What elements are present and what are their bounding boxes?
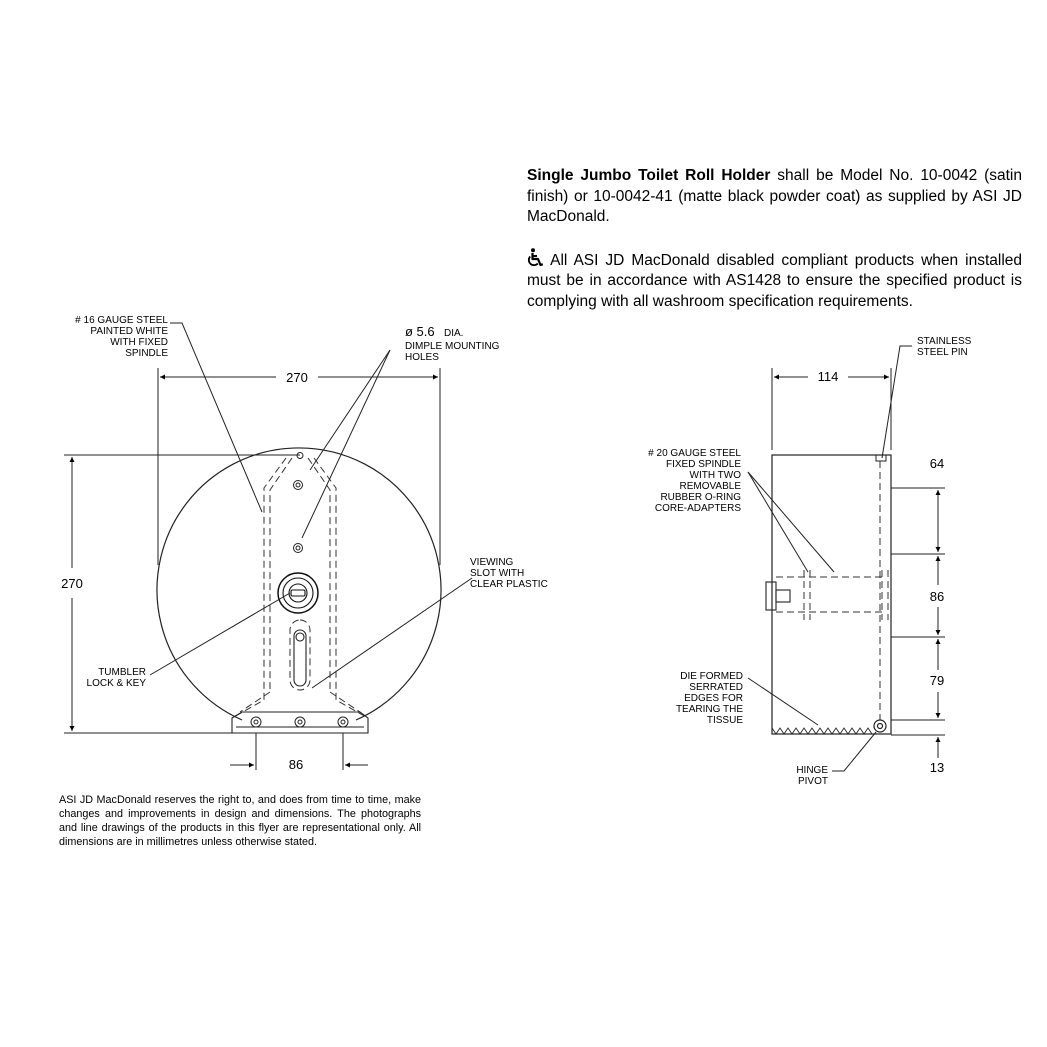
label-viewing-line-3: CLEAR PLASTIC (470, 579, 548, 590)
label-holes-diameter-unit: DIA. (444, 328, 464, 339)
dimension-height-value: 270 (61, 576, 83, 591)
dimension-13-value: 13 (929, 760, 945, 775)
label-spindle-line-3: WITH TWO (689, 470, 741, 481)
label-spindle-line-2: FIXED SPINDLE (665, 459, 741, 470)
label-hinge-line-2: PIVOT (797, 776, 828, 787)
label-mounting-holes (405, 324, 500, 363)
label-holes-line-1: DIMPLE MOUNTING (405, 341, 500, 352)
label-pin-line-1: STAINLESS (917, 336, 972, 347)
side-hidden-lines (776, 461, 888, 720)
dimension-height (64, 455, 300, 733)
front-leader-lines (150, 323, 472, 688)
side-view (648, 336, 971, 787)
product-description: shall be Model No. 10-0042 (satin finish) or 10-0042-41 (matte black powder coat) as supplied by ASI JD MacDonald. (527, 167, 1022, 225)
label-steel-line-1: # 16 GAUGE STEEL (75, 315, 168, 326)
label-steel-pin (917, 336, 972, 358)
dimension-79-value: 79 (929, 673, 945, 688)
label-edges-line-2: SERRATED (689, 682, 743, 693)
label-viewing-slot (470, 557, 548, 590)
dimension-86-value: 86 (929, 589, 945, 604)
label-spindle-line-6: CORE-ADAPTERS (654, 503, 741, 514)
label-holes-diameter: ø 5.6 (405, 324, 435, 339)
label-edges-line-4: TEARING THE (675, 704, 743, 715)
label-spindle-line-4: REMOVABLE (679, 481, 741, 492)
dimension-chain (891, 488, 945, 758)
label-edges-line-3: EDGES FOR (684, 693, 743, 704)
label-lock-line-1: TUMBLER (98, 667, 146, 678)
label-spindle-line-5: RUBBER O-RING (660, 492, 741, 503)
front-view (61, 315, 548, 772)
label-serrated-edges (676, 671, 743, 726)
tumbler-lock (278, 573, 318, 613)
label-steel-line-2: PAINTED WHITE (90, 326, 168, 337)
dimension-width (158, 368, 440, 565)
dimension-64-value: 64 (929, 456, 945, 471)
label-edges-line-1: DIE FORMED (680, 671, 743, 682)
label-lock-line-2: LOCK & KEY (86, 678, 146, 689)
dimension-width-value: 270 (286, 370, 308, 385)
label-tumbler-lock (87, 667, 147, 689)
side-lock-knob (766, 582, 790, 610)
label-viewing-line-2: SLOT WITH (470, 568, 525, 579)
label-holes-line-2: HOLES (405, 352, 439, 363)
dimension-depth-value: 114 (817, 369, 839, 384)
label-spindle-line-1: # 20 GAUGE STEEL (648, 448, 741, 459)
label-fixed-spindle (648, 448, 741, 514)
label-steel-line-4: SPINDLE (125, 348, 168, 359)
label-viewing-line-1: VIEWING (470, 557, 514, 568)
spindle-bracket-hidden-lines (232, 458, 368, 718)
label-hinge-pivot (796, 765, 828, 787)
compliance-text: All ASI JD MacDonald disabled compliant products when installed must be in accordance with AS1428 to ensure the specified product is complying with all washroom specification requirements. (527, 251, 1023, 310)
product-title: Single Jumbo Toilet Roll Holder (527, 167, 771, 184)
viewing-slot (294, 630, 306, 686)
label-gauge-steel (75, 315, 168, 359)
label-steel-line-3: WITH FIXED (110, 337, 168, 348)
disclaimer-text: ASI JD MacDonald reserves the right to, and does from time to time, make changes and improvements in design and dimensions. The photographs and line drawings of the products in this flyer are representational only. All dimensions are in millimetres unless otherwise stated. (59, 794, 421, 848)
label-pin-line-2: STEEL PIN (917, 347, 968, 358)
dimension-base-value: 86 (288, 757, 304, 772)
label-edges-line-5: TISSUE (706, 715, 743, 726)
label-hinge-line-1: HINGE (796, 765, 828, 776)
